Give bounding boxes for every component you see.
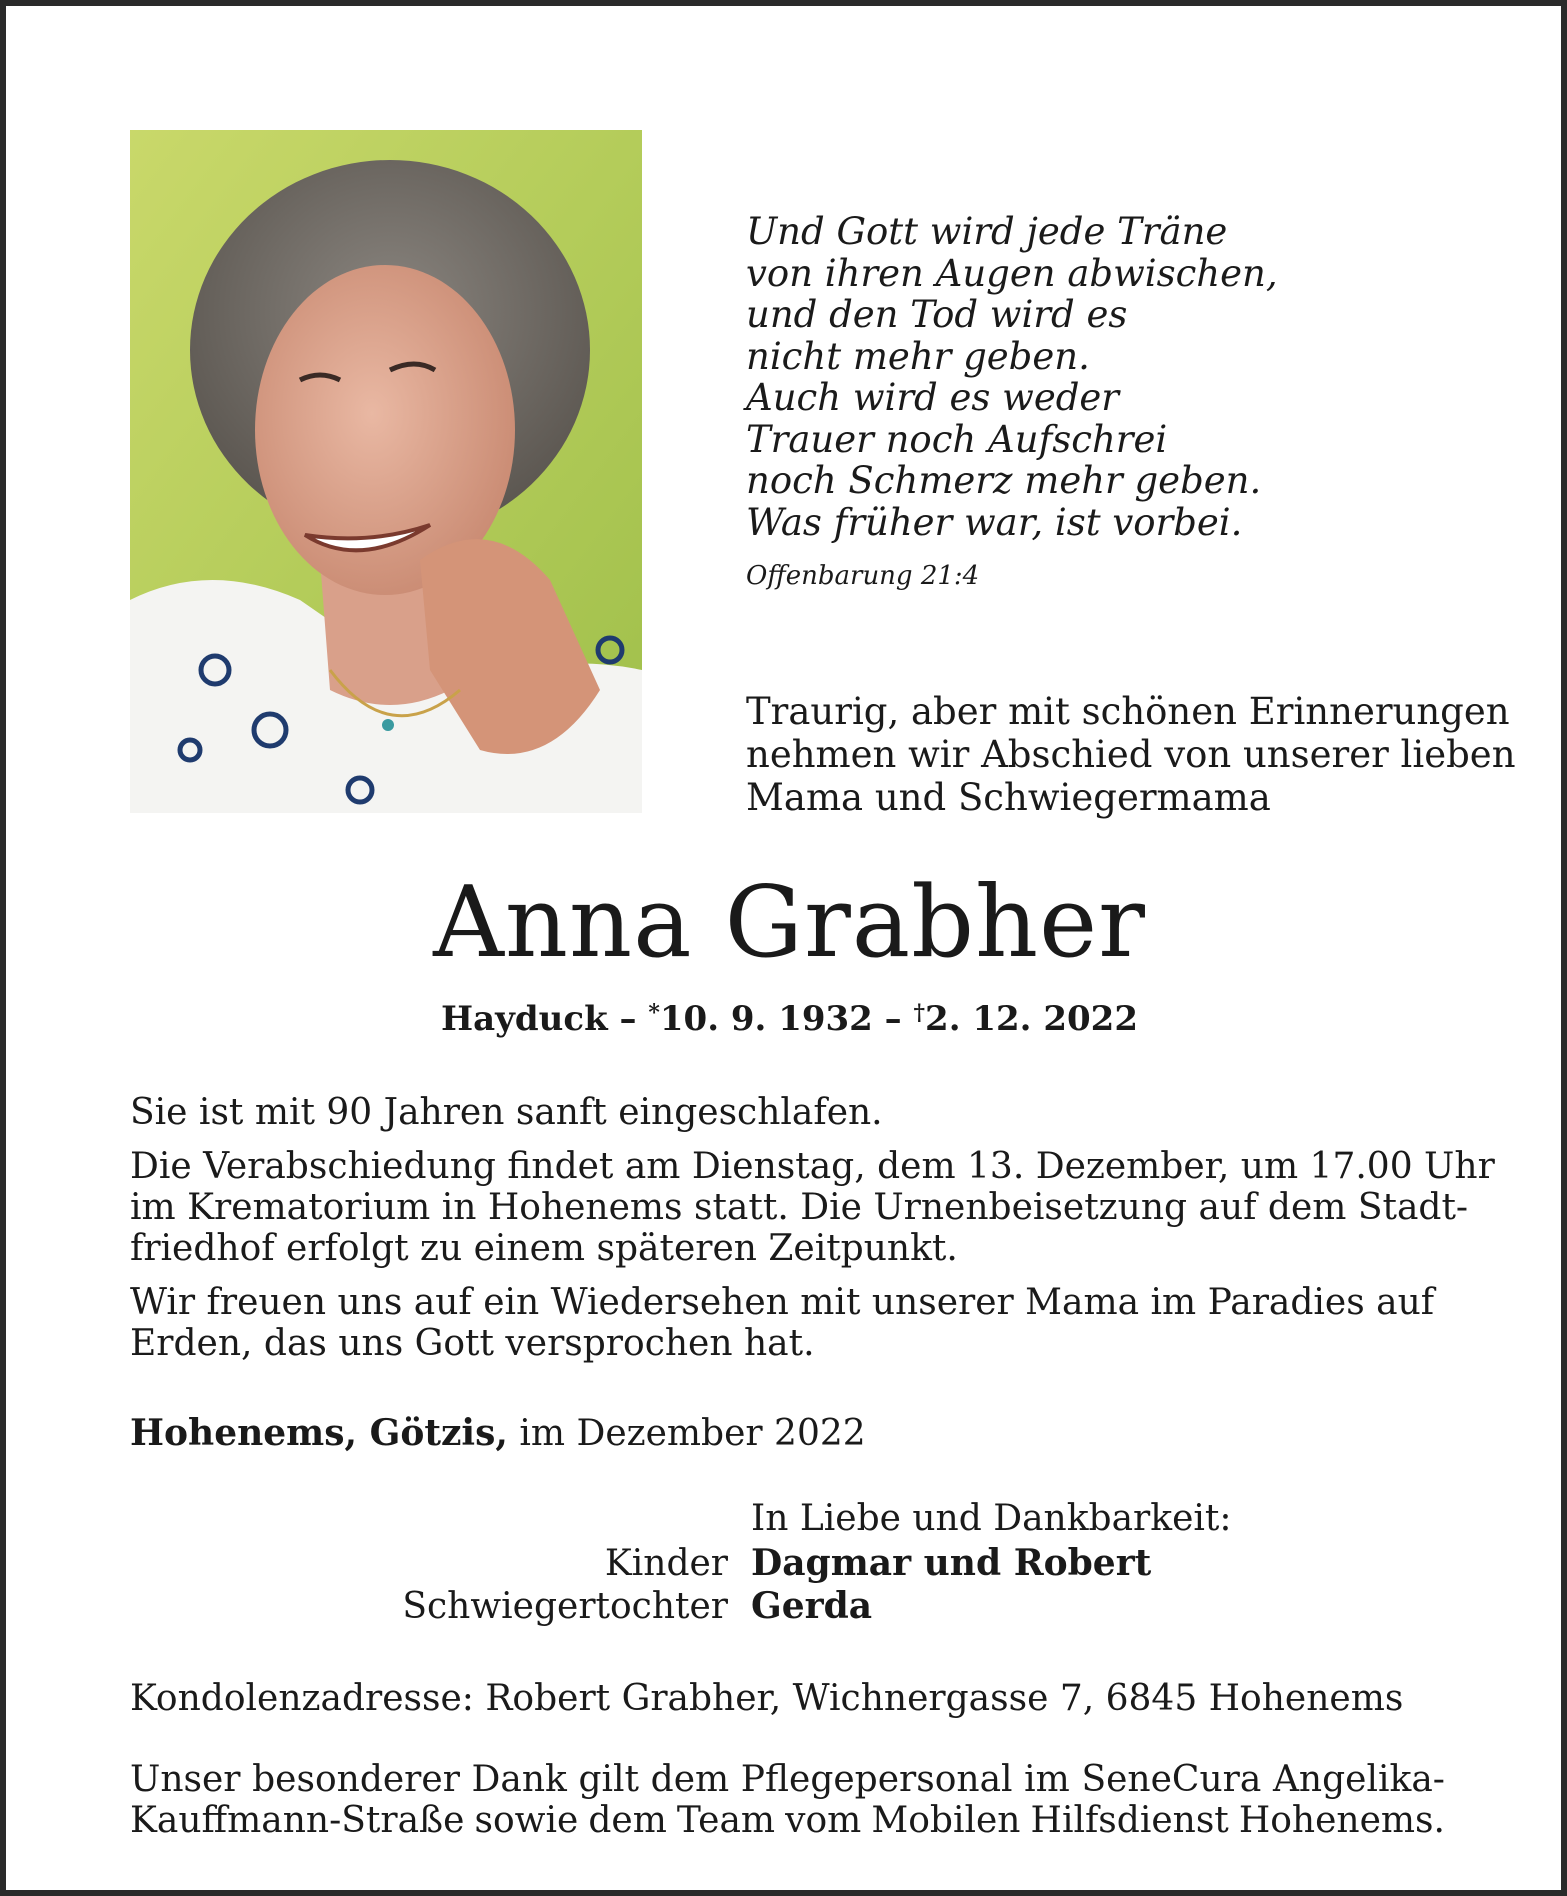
verse-line: Und Gott wird jede Träne [746,210,1228,253]
family-role: Kinder [604,1543,728,1584]
verse-line: nicht mehr geben. [746,334,1090,378]
final-thanks-line [130,1800,1445,1841]
verse-source: Offenbarung 21:4 [746,561,980,591]
verse-line: und den Tod wird es [746,293,1128,336]
paragraph-line: friedhof erfolgt zu einem späteren Zeitpunkt. [130,1228,958,1269]
family-names: Dagmar und Robert [751,1542,1152,1584]
month-year: im Dezember 2022 [519,1413,866,1454]
final-thanks-word: gilt [578,1759,640,1800]
intro-line: Mama und Schwiegermama [746,776,1271,819]
death-symbol: † [913,1000,926,1026]
intro-line: nehmen wir Abschied von unserer lieben [746,733,1516,776]
maiden-name: Hayduck [441,999,608,1039]
final-thanks-word: Angelika- [1272,1759,1445,1800]
final-thanks-word: Hilfsdienst [1030,1800,1229,1841]
birth-date: 10. 9. 1932 [659,999,873,1039]
family-names: Gerda [751,1585,873,1627]
paragraph-reunion [130,1282,1445,1364]
final-thanks-word: Kauffmann-Straße [130,1800,465,1841]
life-dates [6,999,1567,1039]
dash-separator: – [884,999,902,1039]
bible-verse [746,211,1278,543]
deceased-name: Anna Grabher [433,866,1146,980]
final-thanks-line [130,1759,1445,1800]
final-thanks-word: Dank [471,1759,567,1800]
paragraph-farewell [130,1146,1495,1269]
verse-line: von ihren Augen abwischen, [746,251,1278,295]
final-thanks-word: Hohenems. [1238,1800,1445,1841]
place-and-date [130,1412,866,1454]
paragraph-passing [130,1092,1445,1133]
family-row [6,1585,1567,1628]
death-date: 2. 12. 2022 [925,999,1138,1039]
family-role: Schwiegertochter [402,1586,728,1627]
obituary-page [6,6,1561,1890]
paragraph-line: Wir freuen uns auf ein Wiedersehen mit unserer Mama im Paradies auf [130,1282,1435,1323]
final-thanks-word: SeneCura [1081,1759,1262,1800]
family-heading: In Liebe und Dankbarkeit: [751,1498,1232,1539]
birth-symbol: * [648,1000,660,1026]
family-list [6,1542,1567,1628]
towns: Hohenems, Götzis, [130,1412,508,1454]
final-thanks-word: Team [676,1800,776,1841]
verse-line: Trauer noch Aufschrei [746,417,1168,461]
intro-line: Traurig, aber mit schönen Erinnerungen [746,690,1510,733]
verse-line: Was früher war, ist vorbei. [746,500,1243,544]
final-thanks-word: sowie [474,1800,579,1841]
portrait-image [130,130,642,813]
paragraph-line: im Krematorium in Hohenems statt. Die Urnenbeisetzung auf dem Stadt- [130,1187,1469,1228]
verse-line: Auch wird es weder [746,376,1119,419]
paragraph-line: Sie ist mit 90 Jahren sanft eingeschlafen. [130,1092,883,1133]
final-thanks-word: Pflegepersonal [740,1759,1013,1800]
final-thanks-word: vom [785,1800,862,1841]
final-thanks-word: dem [588,1800,667,1841]
verse-line: noch Schmerz mehr geben. [746,459,1262,502]
final-thanks-word: Unser [130,1759,241,1800]
final-thanks-word: im [1024,1759,1070,1800]
final-thanks-word: Mobilen [871,1800,1021,1841]
paragraph-line: Die Verabschiedung findet am Dienstag, dem 13. Dezember, um 17.00 Uhr [130,1146,1495,1187]
paragraph-line: Erden, das uns Gott versprochen hat. [130,1323,815,1364]
final-thanks-word: dem [650,1759,730,1800]
family-row [6,1542,1567,1585]
final-thanks-word: besonderer [252,1759,460,1800]
condolence-address: Kondolenzadresse: Robert Grabher, Wichnergasse 7, 6845 Hohenems [130,1678,1404,1719]
intro-text [746,690,1516,819]
portrait-photo [130,130,642,813]
dash-separator: – [619,999,637,1039]
final-thanks [130,1759,1445,1841]
